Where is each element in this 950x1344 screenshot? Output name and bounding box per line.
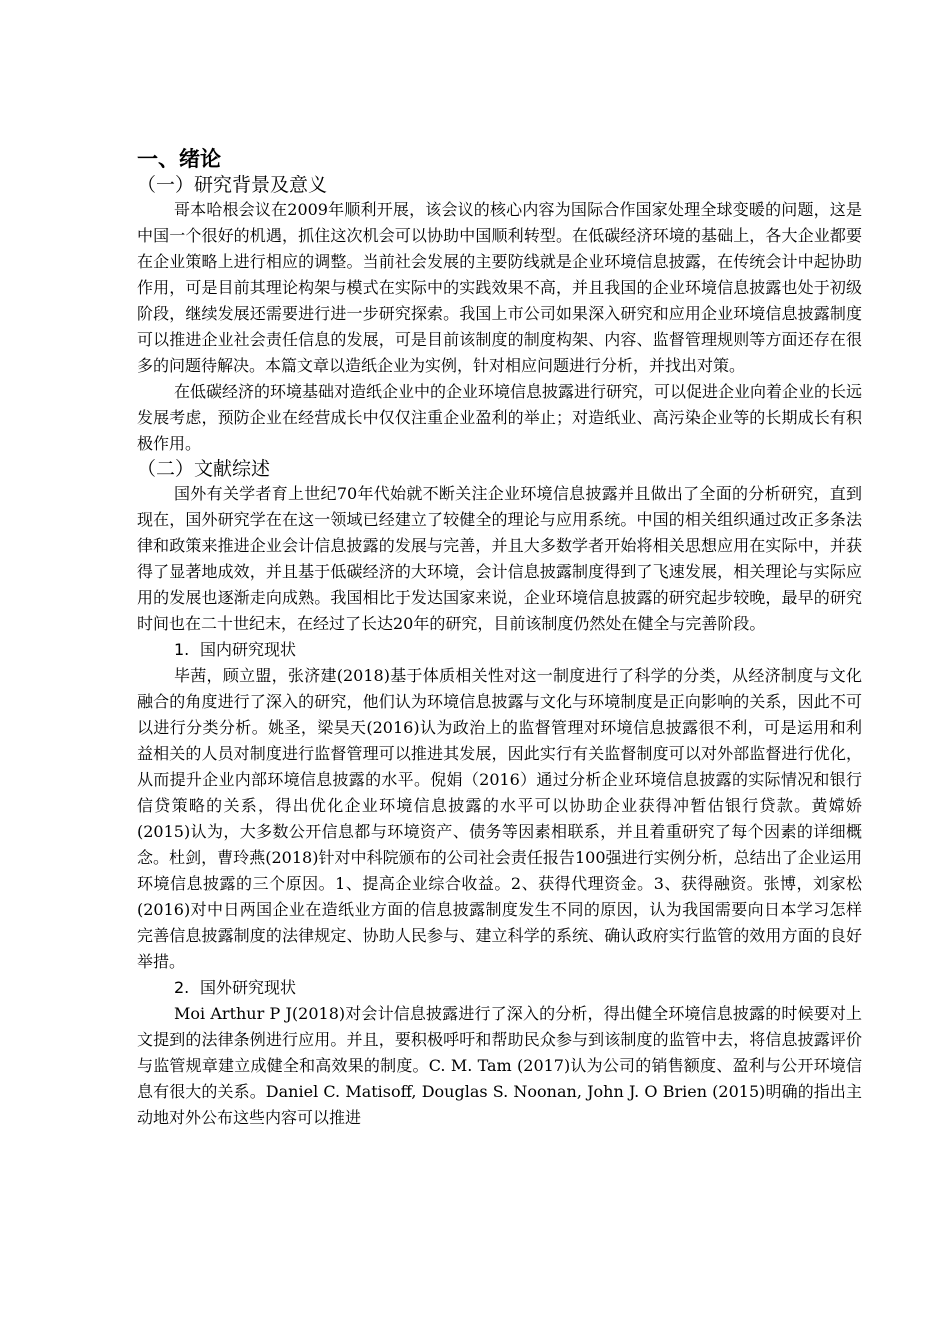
subheading-label: 国外研究现状	[200, 978, 297, 997]
paragraph-background-1: 哥本哈根会议在2009年顺利开展，该会议的核心内容为国际合作国家处理全球变暖的问题，这是中国一个很好的机遇，抓住这次机会可以协助中国顺利转型。在低碳经济环境的基础上，各大企业都要在企业策略上进行相应的调整。当前社会发展的主要防线就是企业环境信息披露，在传统会计中起协助作用，可是目前其理论构架与模式在实际中的实践效果不高，并且我国的企业环境信息披露也处于初级阶段，继续发展还需要进行进一步研究探索。我国上市公司如果深入研究和应用企业环境信息披露制度可以推进企业社会责任信息的发展，可是目前该制度的制度构架、内容、监督管理规则等方面还存在很多的问题待解决。本篇文章以造纸企业为实例，针对相应问题进行分析，并找出对策。	[137, 200, 862, 375]
paragraph-domestic-research: 毕茜，顾立盟，张济建(2018)基于体质相关性对这一制度进行了科学的分类，从经济制度与文化融合的角度进行了深入的研究，他们认为环境信息披露与文化与环境制度是正向影响的关系，因此不可以进行分类分析。姚圣，梁昊天(2016)认为政治上的监督管理对环境信息披露很不利，可是运用和利益相关的人员对制度进行监督管理可以推进其发展，因此实行有关监督制度可以对外部监督进行优化，从而提升企业内部环境信息披露的水平。倪娟（2016）通过分析企业环境信息披露的实际情况和银行信贷策略的关系，得出优化企业环境信息披露的水平可以协助企业获得冲暂估银行贷款。黄嫦娇(2015)认为，大多数公开信息都与环境资产、债务等因素相联系，并且着重研究了每个因素的详细概念。杜剑，曹玲燕(2018)针对中科院颁布的公司社会责任报告100强进行实例分析，总结出了企业运用环境信息披露的三个原因。1、提高企业综合收益。2、获得代理资金。3、获得融资。张博，刘家松(2016)对中日两国企业在造纸业方面的信息披露制度发生不同的原因，认为我国需要向日本学习怎样完善信息披露制度的法律规定、协助人民参与、建立科学的系统、确认政府实行监管的效用方面的良好举措。	[137, 666, 862, 971]
paragraph-foreign-research: Moi Arthur P J(2018)对会计信息披露进行了深入的分析，得出健全环境信息披露的时候要对上文提到的法律条例进行应用。并且，要积极呼吁和帮助民众参与到该制度的监管中去，将信息披露评价与监管规章建立成健全和高效果的制度。C. M. Tam (2017)认为公司的销售额度、盈利与公开环境信息有很大的关系。Daniel C. Matisoff, Douglas S. Noonan, John J. O Brien (2015)明确的指出主动地对外公布这些内容可以推进	[137, 1004, 862, 1127]
chapter-title: 一、绪论	[137, 147, 221, 171]
section-heading-background: （一）研究背景及意义	[137, 174, 328, 196]
paragraph-literature-intro: 国外有关学者育上世纪70年代始就不断关注企业环境信息披露并且做出了全面的分析研究，直到现在，国外研究学在在这一领域已经建立了较健全的理论与应用系统。中国的相关组织通过改正多条法律和政策来推进企业会计信息披露的发展与完善，并且大多数学者开始将相关思想应用在实际中，并获得了显著地成效，并且基于低碳经济的大环境，会计信息披露制度得到了飞速发展，相关理论与实际应用的发展也逐渐走向成熟。我国相比于发达国家来说，企业环境信息披露的研究起步较晚，最早的研究时间也在二十世纪末，在经过了长达20年的研究，目前该制度仍然处在健全与完善阶段。	[137, 484, 862, 633]
subheading-number: 2.	[174, 978, 190, 997]
subheading-domestic-research	[137, 637, 862, 663]
section-heading-literature-review: （二）文献综述	[137, 458, 271, 480]
paragraph-background-2: 在低碳经济的环境基础对造纸企业中的企业环境信息披露进行研究，可以促进企业向着企业的长远发展考虑，预防企业在经营成长中仅仅注重企业盈利的举止；对造纸业、高污染企业等的长期成长有积极作用。	[137, 382, 863, 453]
subheading-label: 国内研究现状	[200, 640, 297, 659]
subheading-number: 1.	[174, 640, 190, 659]
document-body	[137, 145, 862, 1131]
subheading-foreign-research	[137, 975, 862, 1001]
